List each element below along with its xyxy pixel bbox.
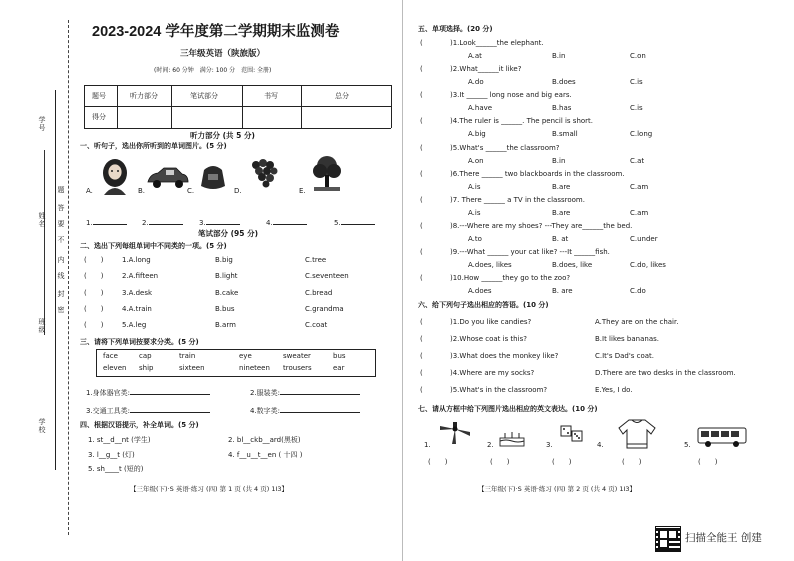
answer-paren[interactable]: ( [420,91,423,99]
answer-blank-3[interactable]: 3. [199,219,240,228]
q5-title: 五、单项选择。(20 分) [418,25,493,33]
girl-picture-icon [100,157,130,197]
q5-question-4: ( )4.The ruler is ______. The pencil is short. [420,117,594,125]
answer-paren[interactable]: ( [420,65,423,73]
q5-options-2: A.do B.does C.is [468,78,643,86]
margin-label-student-id: 学号 [38,116,46,132]
q6-answer-d: D.There are two desks in the classroom. [595,369,736,377]
option-letter-a: A. [86,187,93,195]
q6-answer-b: B.It likes bananas. [595,335,659,343]
q3-title: 三、请将下列单词按要求分类。(5 分) [80,338,199,346]
score-row-label: 得分 [92,113,106,121]
q6-question-3: ( )3.What does the monkey like? [420,352,559,360]
q4-item-1[interactable]: 1. st__d__nt (学生) [88,436,151,444]
bag-picture-icon [198,162,228,192]
q3-category-body[interactable]: 1.身体器官类: [86,389,210,398]
q5-question-2: ( )2.What______it like? [420,65,522,73]
q2-title: 二、选出下列每组单词中不同类的一项。(5 分) [80,242,227,250]
option-letter-b: B. [138,187,146,195]
q2-row-4: ( ) 4.A.train B.bus C.grandma [84,305,344,313]
bus-picture-icon [697,426,747,448]
seal-char-7: 封 [57,290,65,298]
cake-picture-icon [497,430,527,448]
answer-paren[interactable]: ( [420,335,423,343]
q7-paren-1[interactable]: ( ) [428,458,448,466]
answer-paren[interactable]: ( ) [84,321,104,329]
q4-item-2[interactable]: 2. bl__ckb__ard(黑板) [228,436,301,444]
q6-answer-e: E.Yes, I do. [595,386,633,394]
q3-words-row2: eleven ship sixteen nineteen trousers ear [103,364,345,372]
answer-paren[interactable]: ( ) [84,272,104,280]
answer-paren[interactable]: ( [420,39,423,47]
answer-blank-5[interactable]: 5. [334,219,375,228]
q6-answer-c: C.It's Dad's coat. [595,352,655,360]
option-letter-e: E. [299,187,306,195]
q3-category-numbers[interactable]: 4.数字类: [250,407,360,416]
sweater-picture-icon [617,418,657,450]
seal-char-8: 密 [57,306,65,314]
q6-question-5: ( )5.What's in the classroom? [420,386,548,394]
q5-question-7: ( )7. There ______ a TV in the classroom. [420,196,585,204]
answer-paren[interactable]: ( [420,248,423,256]
q6-answer-a: A.They are on the chair. [595,318,679,326]
q5-question-10: ( )10.How ______they go to the zoo? [420,274,571,282]
q4-title: 四、根据汉语提示，补全单词。(5 分) [80,421,199,429]
answer-paren[interactable]: ( [420,170,423,178]
q6-title: 六、给下列句子选出相应的答语。(10 分) [418,301,549,309]
answer-paren[interactable]: ( [420,117,423,125]
answer-paren[interactable]: ( [420,144,423,152]
q7-paren-2[interactable]: ( ) [490,458,510,466]
q5-options-5: A.on B.in C.at [468,157,645,165]
q5-options-8: A.to B. at C.under [468,235,658,243]
written-header: 笔试部分 (95 分) [198,229,259,238]
margin-label-school: 学校 [38,418,46,434]
q4-item-4[interactable]: 4. f__u__t__en ( 十四 ) [228,451,303,459]
grapes-picture-icon [248,156,282,190]
option-letter-c: C. [187,187,195,195]
score-header-written: 笔试部分 [190,92,218,100]
q5-question-1: ( )1.Look______the elephant. [420,39,544,47]
score-header-writing: 书写 [264,92,278,100]
q2-row-1: ( ) 1.A.long B.big C.tree [84,256,327,264]
answer-paren[interactable]: ( [420,369,423,377]
q6-question-1: ( )1.Do you like candies? [420,318,532,326]
q7-label-1: 1. [424,441,431,449]
q5-question-8: ( )8.---Where are my shoes? ---They are______the bed. [420,222,633,230]
exam-subtitle: 三年级英语（陕旅版） [180,49,266,59]
q2-row-2: ( ) 2.A.fifteen B.light C.seventeen [84,272,349,280]
answer-paren[interactable]: ( [420,196,423,204]
seal-char-5: 内 [57,256,65,264]
right-page-footer: 【三年级(下)·S 英语·练习 (四) 第 2 页 (共 4 页) 1I3】 [478,485,637,493]
fan-picture-icon [438,422,472,446]
q5-options-9: A.does, likes B.does, like C.do, likes [468,261,666,269]
q5-options-7: A.is B.are C.am [468,209,649,217]
answer-paren[interactable]: ( [420,318,423,326]
q7-paren-5[interactable]: ( ) [698,458,718,466]
q3-category-transport[interactable]: 3.交通工具类: [86,407,210,416]
q5-options-3: A.have B.has C.is [468,104,643,112]
q7-label-5: 5. [684,441,691,449]
seal-char-2: 答 [57,204,65,212]
tree-picture-icon [312,155,342,193]
q7-paren-4[interactable]: ( ) [622,458,642,466]
q5-question-3: ( )3.It ______ long nose and big ears. [420,91,572,99]
left-page-footer: 【三年级(下)·S 英语·练习 (四) 第 1 页 (共 4 页) 1I3】 [130,485,289,493]
q7-paren-3[interactable]: ( ) [552,458,572,466]
score-header-item: 题号 [92,92,106,100]
exam-info: (时间: 60 分钟 满分: 100 分 范围: 全册) [154,67,272,74]
answer-paren[interactable]: ( [420,274,423,282]
seal-char-3: 要 [57,220,65,228]
answer-blank-1[interactable]: 1. [86,219,127,228]
q5-options-6: A.is B.are C.am [468,183,649,191]
q5-question-6: ( )6.There ______ two blackboards in the classroom. [420,170,625,178]
q2-row-3: ( ) 3.A.desk B.cake C.bread [84,289,333,297]
q5-question-5: ( )5.What's ______the classroom? [420,144,560,152]
q6-question-4: ( )4.Where are my socks? [420,369,535,377]
answer-paren[interactable]: ( ) [84,256,104,264]
dice-picture-icon [560,425,584,447]
answer-paren[interactable]: ( ) [84,305,104,313]
answer-paren[interactable]: ( [420,352,423,360]
q3-category-clothes[interactable]: 2.服装类: [250,389,360,398]
listening-header: 听力部分 (共 5 分) [190,131,255,140]
answer-paren[interactable]: ( ) [84,289,104,297]
q7-label-3: 3. [546,441,553,449]
q1-title: 一、听句子，选出你所听到的单词图片。(5 分) [80,142,227,150]
car-picture-icon [146,166,190,190]
answer-paren[interactable]: ( [420,386,423,394]
answer-blank-2[interactable]: 2. [142,219,183,228]
q7-title: 七、请从方框中给下列图片选出相应的英文表达。(10 分) [418,405,598,413]
q5-question-9: ( )9.---What ______ your cat like? ---It ______fish. [420,248,610,256]
score-header-total: 总分 [335,92,349,100]
score-header-listening: 听力部分 [130,92,158,100]
q2-row-5: ( ) 5.A.leg B.arm C.coat [84,321,328,329]
q7-label-4: 4. [597,441,604,449]
margin-label-name: 姓名 [38,212,46,228]
answer-blank-4[interactable]: 4. [266,219,307,228]
q3-words-row1: face cap train eye sweater bus [103,352,346,360]
q5-options-4: A.big B.small C.long [468,130,653,138]
q4-item-5[interactable]: 5. sh____t (短的) [88,465,144,473]
page-fold [402,0,403,561]
qr-code-icon [655,526,681,552]
answer-paren[interactable]: ( [420,222,423,230]
q7-label-2: 2. [487,441,494,449]
margin-label-class: 班级 [38,318,46,334]
q5-options-1: A.at B.in C.on [468,52,646,60]
q4-item-3[interactable]: 3. l__g__t (灯) [88,451,135,459]
seal-char-4: 不 [57,236,65,244]
option-letter-d: D. [234,187,242,195]
watermark-text: 扫描全能王 创建 [685,532,762,544]
exam-title: 2023-2024 学年度第二学期期末监测卷 [92,24,340,40]
seal-char-6: 线 [57,272,65,280]
q6-question-2: ( )2.Whose coat is this? [420,335,527,343]
seal-char-1: 题 [57,186,65,194]
q5-options-10: A.does B. are C.do [468,287,646,295]
